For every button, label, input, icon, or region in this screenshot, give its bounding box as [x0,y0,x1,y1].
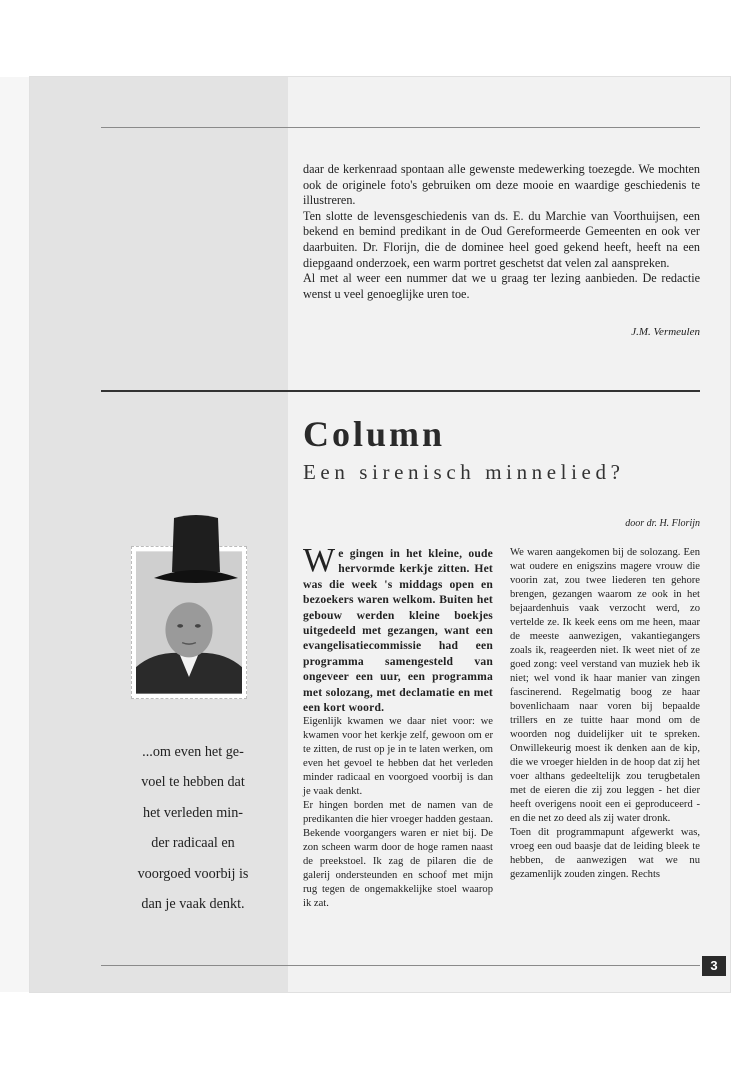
body-paragraph: Toen dit programmapunt afgewerkt was, vroeg een oud baasje dat de leiding bleek te hebben, de aanwezigen wat we nu gezamenlijk zouden zingen. Rechts [510,827,700,880]
body-paragraph: Er hingen borden met de namen van de predikanten die hier vroeger hadden gestaan. Bekende voorgangers waren er niet bij. De zon scheen warm door de hoge ramen naast de preekstoel. Ik zag de pilaren die de galerij ondersteunden en schoof met mijn rug tegen de ongemakkelijke stoel waarop ik zat. [303,800,494,910]
article-subtitle: Een sirenisch minnelied? [303,460,625,484]
lead-text: e gingen in het kleine, oude hervormde kerkje zitten. Het was die week 's middags open en bezoekers waren welkom. Buiten het gebouw werden kleine boekjes uitgedeeld met gezangen, want een evangelisatiecommissie had een programma samengesteld van ongeveer een uur, een programma met solozang, met declamatie en met een kort woord. [303,547,493,715]
top-hat-icon [150,512,242,592]
article-column-1 [303,542,494,911]
intro-paragraph: Ten slotte de levensgeschiedenis van ds. E. du Marchie van Voorthuijsen, een bekend en bemind predikant in de Oud Gereformeerde Gemeenten en ook ver daarbuiten. Dr. Florijn, die de dominee heel goed gekend heeft, heeft na een diepgaand onderzoek, een warm portret geschetst dat velen zal aanspreken. [303,208,700,270]
pull-quote-line: ...om even het ge- [142,744,244,760]
body-paragraph: We waren aangekomen bij de solozang. Een wat oudere en enigszins magere vrouw die voorin zat, zou twee liederen ten gehore brengen, gezangen waarom ze ook in het bejaardenhuis vaak verzocht werd, zo vertelde ze. Ik keek eens om me heen, maar de meeste aanwezigen, vakantiegangers zoals ik, reageerden niet. Ik weet niet of ze goed zong: veel verstand van muziek heb ik niet; wel vond ik haar manier van zingen fascinerend. Regelmatig boog ze haar bovenlichaam naar voren bij bepaalde trillers en ze tuitte haar mond om de woorden nog duidelijker uit te spreken. Onwillekeurig moest ik denken aan de kip, die we vroeger hielden in de hoop dat zij het voer althans gedeeltelijk zou terugbetalen met de eieren die zij zou leggen - het dier heeft overigens nooit een ei geproduceerd - en die net zo deed als zij water dronk. [510,547,700,824]
byline: door dr. H. Florijn [625,518,700,529]
signature: J.M. Vermeulen [631,326,700,338]
intro-paragraph: daar de kerkenraad spontaan alle gewenste medewerking toezegde. We mochten ook de originele foto's gebruiken om deze mooie en waardige geschiedenis te illustreren. [303,162,700,208]
body-paragraph: Eigenlijk kwamen we daar niet voor: we kwamen voor het kerkje zelf, gewoon om er te zitten, de rust op je in te laten werken, om even het gevoel te hebben dat het verleden minder radicaal en voorgoed voorbij is dan je vaak denkt. [303,716,493,798]
pull-quote-line: voel te hebben dat [141,774,245,791]
pull-quote-line: dan je vaak denkt. [141,896,245,913]
section-rule [101,390,700,392]
pull-quote-line: het verleden min- [142,804,244,821]
intro-text [303,162,700,302]
top-rule [101,127,700,128]
lead-paragraph [303,542,493,715]
article-title: Column [303,414,446,454]
drop-cap: W [303,542,336,579]
pull-quote [118,737,268,919]
article-column-2 [510,546,700,882]
page-edge [0,77,31,992]
pull-quote-line: der radicaal en [151,835,235,852]
bottom-rule [101,965,700,966]
intro-paragraph: Al met al weer een nummer dat we u graag ter lezing aanbieden. De redactie wenst u veel genoeglijke uren toe. [303,271,700,301]
pull-quote-line: voorgoed voorbij is [137,865,249,882]
page-number: 3 [702,956,726,976]
